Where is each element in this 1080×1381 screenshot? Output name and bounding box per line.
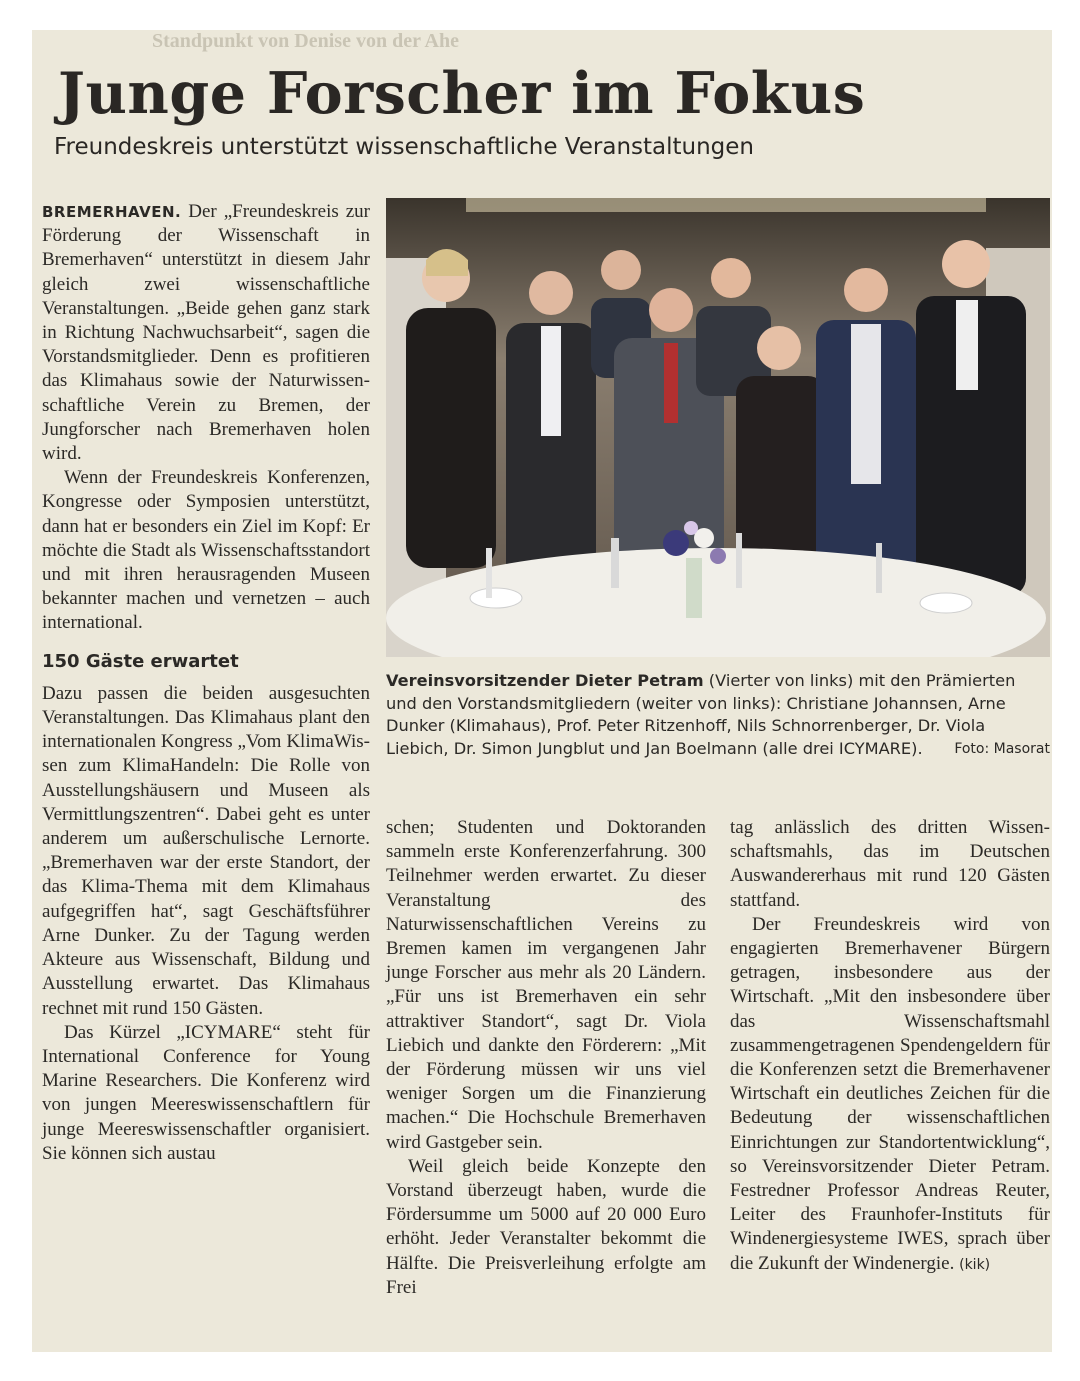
article-column-1 bbox=[42, 200, 370, 1166]
group-photo bbox=[386, 198, 1050, 657]
paragraph bbox=[730, 913, 1050, 1277]
headline: Junge Forscher im Fokus bbox=[58, 60, 866, 127]
caption-lead: Vereinsvorsitzender Dieter Petram bbox=[386, 671, 704, 690]
paragraph: Das Kürzel „ICYMARE“ steht für International Conference for Young Marine Researchers. Die Konferenz wird von jungen Meereswissenschaftlern für junge Meereswissenschaftler organisiert. Sie können sich austau bbox=[42, 1021, 370, 1164]
dateline: BREMERHAVEN. bbox=[42, 203, 182, 221]
paragraph: Wenn der Freundeskreis Konferenzen, Kongresse oder Symposien unterstützt, dann hat er besonders ein Ziel im Kopf: Er möchte die Stadt als Wissenschaftsstandort und mit ihren herausragenden Museen bekannter machen und vernetzen – auch international. bbox=[42, 467, 370, 634]
caption-text: (Vierter von links) mit den Prämierten und den Vorstandsmitgliedern (weiter von links): Christiane Johannsen, Arne Dunker (Klimahaus), Prof. Peter Ritzenhoff, Nils Schnorrenberger, Dr. Viola Liebich, Dr. Simon Jungblut und Jan Boelmann (alle drei ICYMARE). bbox=[386, 671, 1016, 758]
bleed-through-text: Standpunkt von Denise von der Ahe bbox=[152, 30, 459, 52]
photo-credit: Foto: Masorat bbox=[954, 740, 1050, 757]
article-column-3 bbox=[730, 816, 1050, 1277]
photo-illustration bbox=[386, 198, 1050, 657]
paragraph-text: Der „Freundeskreis zur Förderung der Wissenschaft in Bremerhaven“ unterstützt in diesem Jahr gleich zwei wissenschaftliche Veranstaltungen. „Beide gehen ganz stark in Richtung Nachwuchsarbeit“, sagen die Vorstandsmitglieder. Denn es profitieren das Klimahaus sowie der Naturwissenschaftliche Verein zu Bremen, der Jungforscher nach Bremerhaven holen wird. bbox=[42, 201, 371, 465]
paragraph: Weil gleich beide Konzepte den Vorstand überzeugt haben, wurde die Fördersumme um 5000 auf 20 000 Euro erhöht. Jeder Veranstalter bekommt die Hälfte. Die Preisverleihung erfolgte am Frei bbox=[386, 1155, 706, 1298]
paragraph bbox=[42, 200, 370, 466]
paragraph: tag anlässlich des dritten Wissenschaftsmahls, das im Deutschen Auswandererhaus mit rund 120 Gästen stattfand. bbox=[730, 817, 1050, 911]
paragraph-text: Der Freundeskreis wird von engagierten Bremerhavener Bürgern getragen, insbesondere aus der Wirtschaft. „Mit den insbesondere über das Wissenschaftsmahl zusammengetragenen Spendengeldern für die Konferenzen setzt die Bremerhavener Wirtschaft ein deutliches Zeichen für die Bedeutung der wissenschaftlichen Einrichtungen zur Standortentwicklung“, so Vereinsvorsitzender Dieter Petram. Festredner Professor Andreas Reuter, Leiter des Fraunhofer-Instituts für Windenergiesysteme IWES, sprach über die Zukunft der Windenergie. bbox=[730, 913, 1050, 1274]
crosshead: 150 Gäste erwartet bbox=[42, 650, 239, 672]
newspaper-clipping bbox=[32, 30, 1052, 1352]
photo-caption bbox=[386, 670, 1050, 760]
subheadline: Freundeskreis unterstützt wissenschaftliche Veranstaltungen bbox=[54, 134, 755, 160]
paragraph: Dazu passen die beiden ausgesuchten Veranstaltungen. Das Klimahaus plant den internationalen Kongress „Vom KlimaWissen zum KlimaHandeln: Die Rolle von Ausstellungshäusern und Museen als Vermittlungszentren“. Dabei geht es unter anderem um außerschulische Lernorte. „Bremerhaven war der erste Standort, der das Klima-Thema mit dem Klimahaus aufgegriffen hat“, sagt Geschäftsführer Arne Dunker. Zu der Tagung werden Akteure aus Wissenschaft, Bildung und Ausstellung erwartet. Das Klimahaus rechnet mit rund 150 Gästen. bbox=[42, 682, 370, 1019]
author-tag: (kik) bbox=[959, 1256, 991, 1273]
paragraph: schen; Studenten und Doktoranden sammeln erste Konferenzerfahrung. 300 Teilnehmer werden erwartet. Zu dieser Veranstaltung des Naturwissenschaftlichen Vereins zu Bremen kamen im vergangenen Jahr junge Forscher aus mehr als 20 Ländern. „Für uns ist Bremerhaven ein sehr attraktiver Standort“, sagt Dr. Viola Liebich und dankte den Förderern: „Mit der Förderung müssen wir uns viel weniger Sorgen um die Finanzierung machen.“ Die Hochschule Bremerhaven wird Gastgeber sein. bbox=[386, 817, 706, 1153]
article-column-2 bbox=[386, 816, 706, 1300]
